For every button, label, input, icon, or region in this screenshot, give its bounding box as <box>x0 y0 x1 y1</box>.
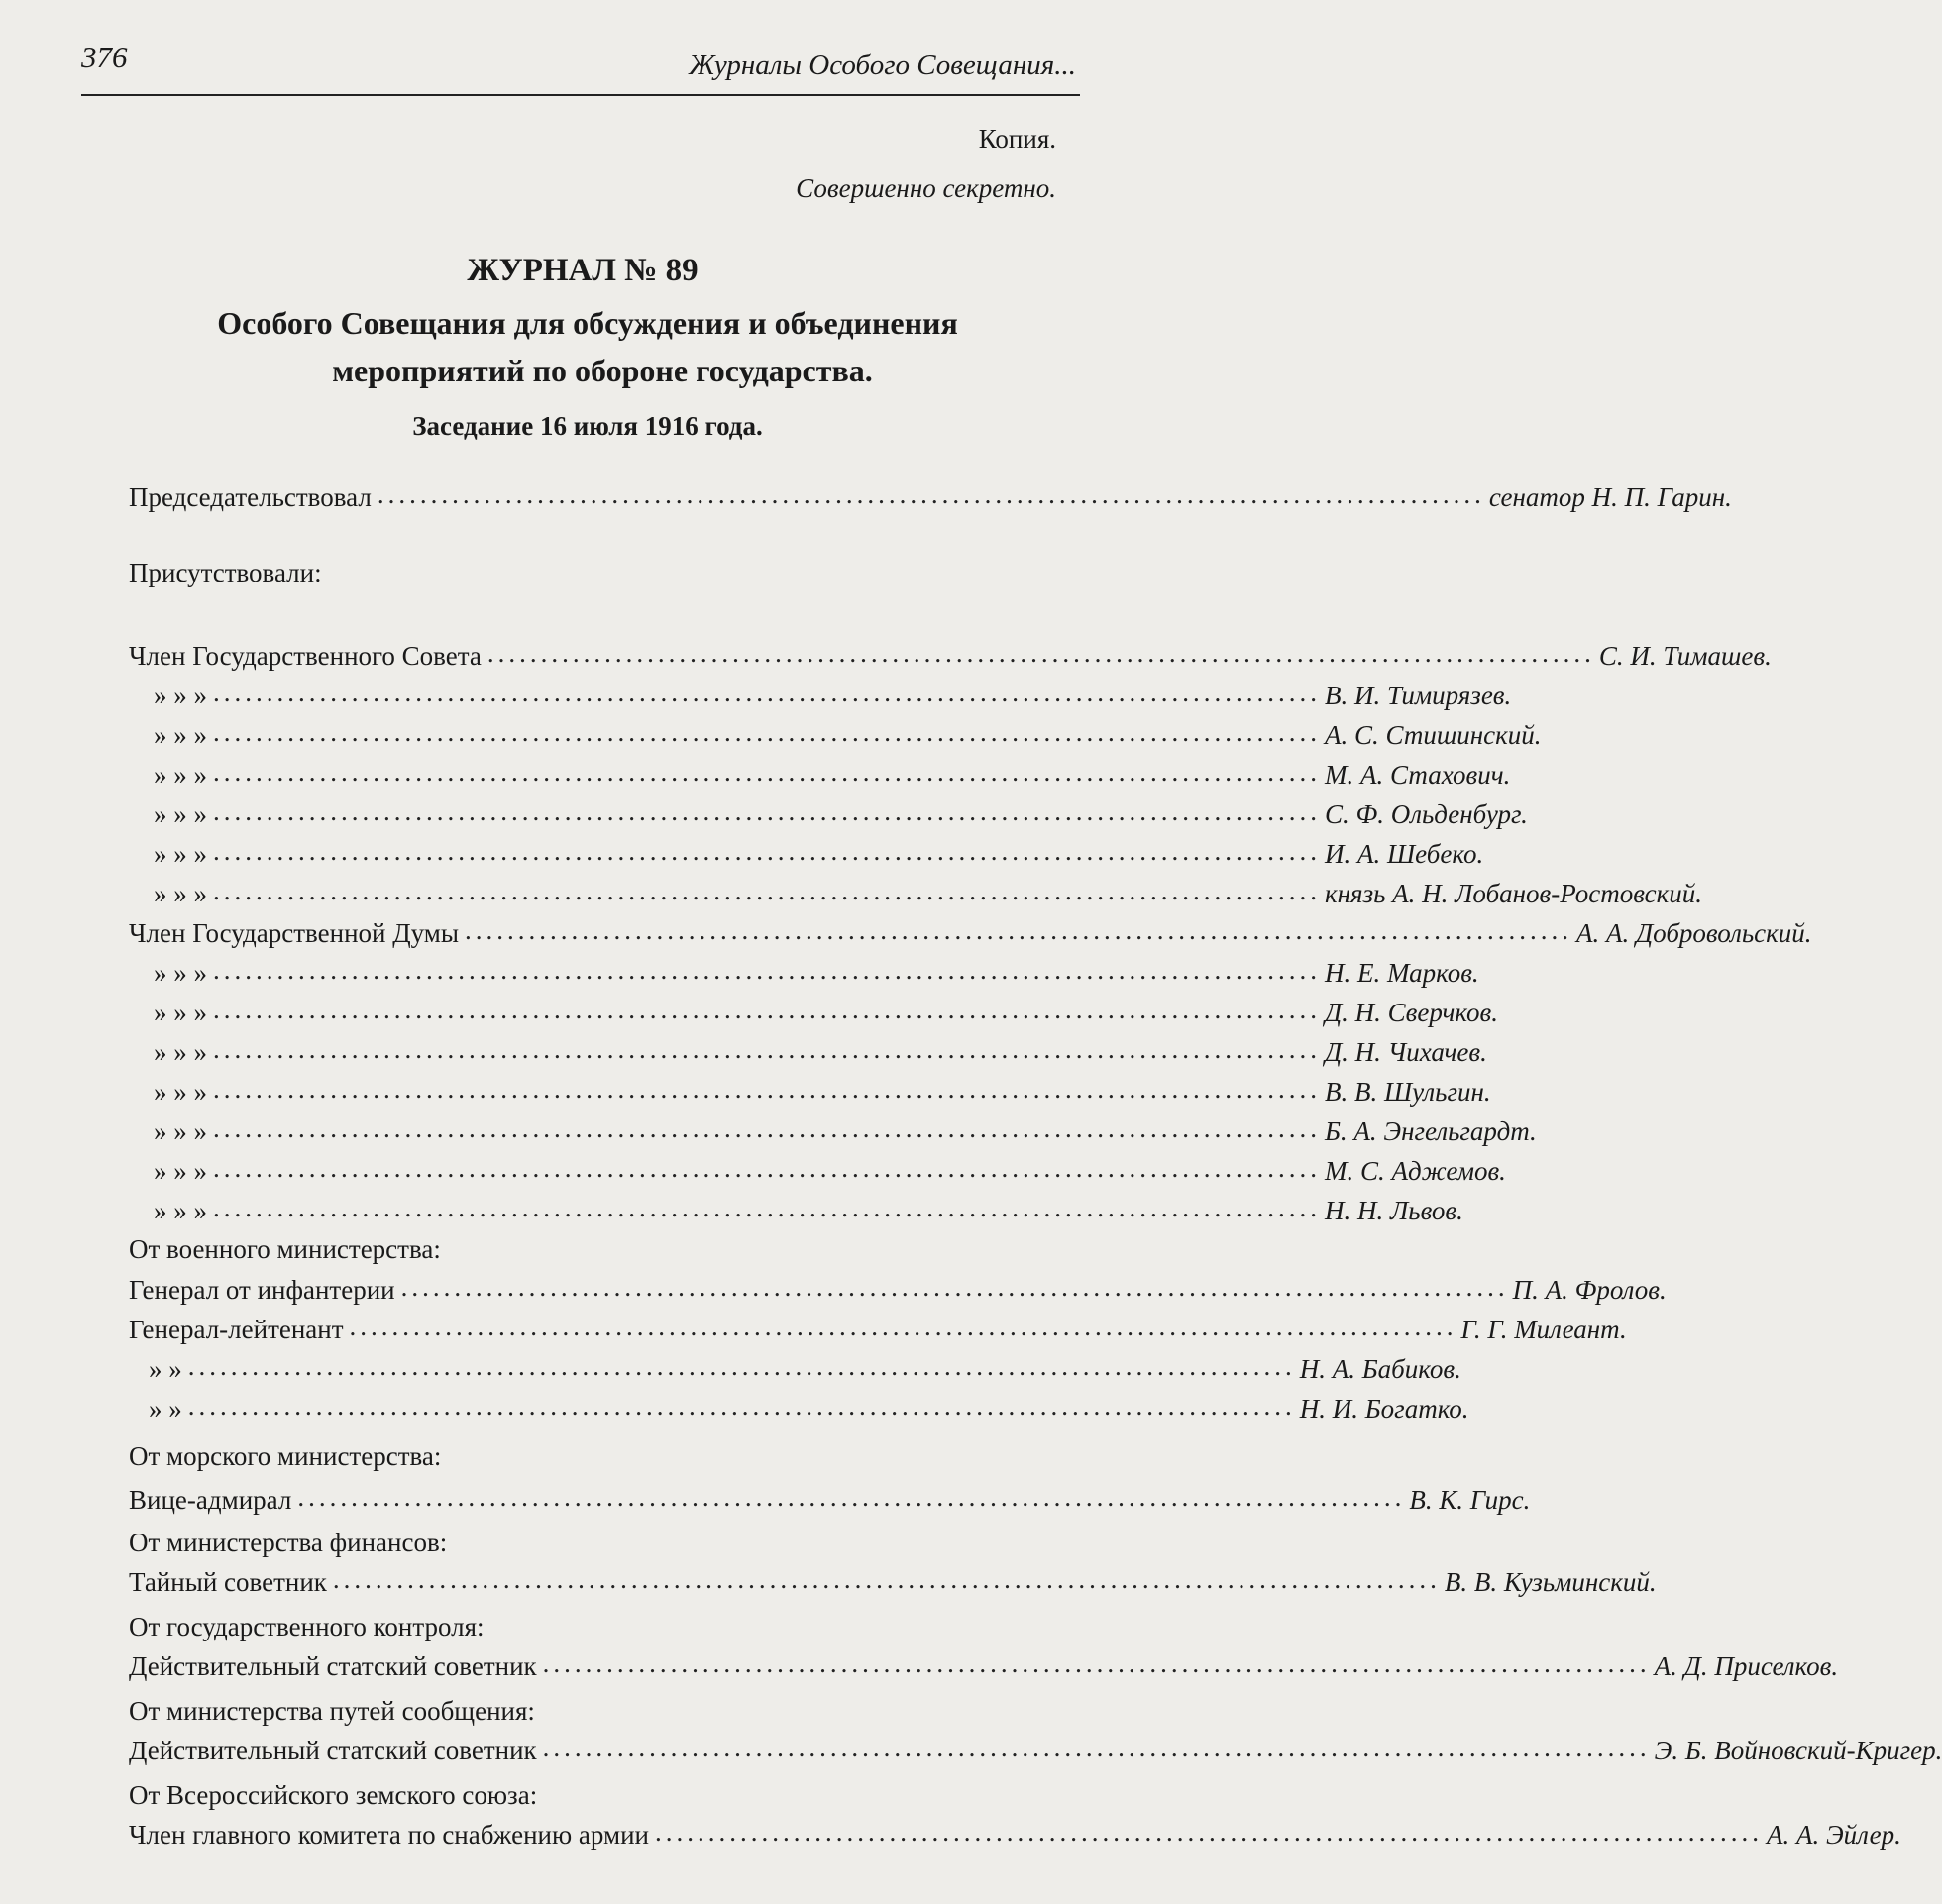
leader-dots: ........................................................................................................ <box>213 876 1321 905</box>
member-name: Б. А. Энгельгардт. <box>1325 1116 1537 1146</box>
member-name: М. С. Аджемов. <box>1325 1156 1506 1186</box>
page-number: 376 <box>81 40 128 74</box>
rank-label: Вице-адмирал <box>129 1485 292 1515</box>
member-name: В. К. Гирс. <box>1409 1485 1531 1515</box>
state-council-row <box>154 791 1528 830</box>
ditto-mark: » » <box>149 1354 182 1384</box>
member-name: А. С. Стишинский. <box>1325 720 1542 750</box>
ditto-mark: » » » <box>154 681 207 710</box>
state-council-row <box>129 632 1772 672</box>
ditto-mark: » » » <box>154 1196 207 1225</box>
leader-dots: ........................................................................................................ <box>377 479 1485 509</box>
member-name: Д. Н. Сверчков. <box>1325 998 1498 1027</box>
leader-dots: ........................................................................................................ <box>187 1391 1296 1421</box>
leader-dots: ........................................................................................................ <box>213 1153 1321 1183</box>
secret-mark: Совершенно секретно. <box>796 173 1056 203</box>
leader-dots: ........................................................................................................ <box>213 1074 1321 1104</box>
member-name: А. А. Добровольский. <box>1576 918 1812 948</box>
state-council-row <box>154 870 1702 909</box>
war-ministry-row <box>129 1306 1627 1345</box>
war-ministry-row <box>149 1385 1469 1425</box>
leader-dots: ........................................................................................................ <box>187 1351 1296 1381</box>
zemstvo-heading: От Всероссийского земского союза: <box>129 1780 538 1810</box>
leader-dots: ........................................................................................................ <box>332 1564 1441 1594</box>
duma-row <box>129 909 1812 949</box>
leader-dots: ........................................................................................................ <box>213 1193 1321 1222</box>
chair-row <box>129 474 1732 513</box>
leader-dots: ........................................................................................................ <box>213 836 1321 866</box>
journal-title-line2: мероприятий по обороне государства. <box>332 353 873 388</box>
duma-label: Член Государственной Думы <box>129 918 460 948</box>
navy-ministry-heading: От морского министерства: <box>129 1441 442 1471</box>
duma-row <box>154 949 1479 989</box>
leader-dots: ........................................................................................................ <box>542 1733 1651 1762</box>
war-ministry-row <box>149 1345 1461 1385</box>
leader-dots: ........................................................................................................ <box>213 757 1321 787</box>
rank-label: Действительный статский советник <box>129 1651 537 1681</box>
duma-row <box>154 1108 1537 1147</box>
member-name: А. А. Эйлер. <box>1766 1820 1901 1850</box>
state-control-row <box>129 1642 1839 1682</box>
leader-dots: ........................................................................................................ <box>213 995 1321 1024</box>
ditto-mark: » » » <box>154 879 207 908</box>
war-ministry-heading: От военного министерства: <box>129 1234 441 1264</box>
navy-ministry-row <box>129 1476 1531 1516</box>
leader-dots: ........................................................................................................ <box>213 955 1321 985</box>
duma-row <box>154 1187 1463 1226</box>
duma-row <box>154 1068 1491 1108</box>
member-name: И. А. Шебеко. <box>1325 839 1484 869</box>
leader-dots: ........................................................................................................ <box>297 1482 1406 1512</box>
member-name: князь А. Н. Лобанов-Ростовский. <box>1325 879 1702 908</box>
journal-number: ЖУРНАЛ № 89 <box>467 253 699 288</box>
ditto-mark: » » » <box>154 998 207 1027</box>
member-name: Д. Н. Чихачев. <box>1325 1037 1487 1067</box>
member-name: М. А. Стахович. <box>1325 760 1511 790</box>
member-name: В. И. Тимирязев. <box>1325 681 1512 710</box>
present-heading: Присутствовали: <box>129 558 322 587</box>
rank-label: Генерал от инфантерии <box>129 1275 395 1305</box>
member-name: П. А. Фролов. <box>1512 1275 1667 1305</box>
duma-row <box>154 1028 1487 1068</box>
member-name: Н. Н. Львов. <box>1325 1196 1463 1225</box>
finance-ministry-row <box>129 1558 1657 1598</box>
ditto-mark: » » » <box>154 799 207 829</box>
rank-label: Член главного комитета по снабжению армии <box>129 1820 649 1850</box>
railways-row <box>129 1727 1942 1766</box>
header-divider <box>81 94 1080 96</box>
chair-label: Председательствовал <box>129 482 372 512</box>
duma-row <box>154 1147 1506 1187</box>
member-name: В. В. Шульгин. <box>1325 1077 1491 1107</box>
leader-dots: ........................................................................................................ <box>213 717 1321 747</box>
finance-ministry-heading: От министерства финансов: <box>129 1528 448 1557</box>
journal-title-line1: Особого Совещания для обсуждения и объединения <box>217 305 958 341</box>
leader-dots: ........................................................................................................ <box>465 915 1573 945</box>
member-name: С. И. Тимашев. <box>1598 641 1772 671</box>
member-name: А. Д. Приселков. <box>1654 1651 1839 1681</box>
leader-dots: ........................................................................................................ <box>486 638 1595 668</box>
leader-dots: ........................................................................................................ <box>213 1034 1321 1064</box>
member-name: Э. Б. Войновский-Кригер. <box>1654 1736 1942 1765</box>
state-council-row <box>154 711 1542 751</box>
leader-dots: ........................................................................................................ <box>654 1817 1763 1847</box>
ditto-mark: » » <box>149 1394 182 1424</box>
leader-dots: ........................................................................................................ <box>400 1272 1509 1302</box>
ditto-mark: » » » <box>154 1116 207 1146</box>
ditto-mark: » » » <box>154 720 207 750</box>
session-date: Заседание 16 июля 1916 года. <box>412 411 763 441</box>
rank-label: Действительный статский советник <box>129 1736 537 1765</box>
railways-heading: От министерства путей сообщения: <box>129 1696 535 1726</box>
ditto-mark: » » » <box>154 1077 207 1107</box>
duma-row <box>154 989 1498 1028</box>
leader-dots: ........................................................................................................ <box>349 1312 1457 1341</box>
ditto-mark: » » » <box>154 760 207 790</box>
member-name: Н. Е. Марков. <box>1325 958 1479 988</box>
state-council-label: Член Государственного Совета <box>129 641 482 671</box>
member-name: Н. А. Бабиков. <box>1299 1354 1461 1384</box>
leader-dots: ........................................................................................................ <box>213 678 1321 707</box>
ditto-mark: » » » <box>154 1156 207 1186</box>
state-control-heading: От государственного контроля: <box>129 1612 485 1641</box>
member-name: Н. И. Богатко. <box>1299 1394 1469 1424</box>
member-name: В. В. Кузьминский. <box>1444 1567 1657 1597</box>
state-council-row <box>154 830 1484 870</box>
rank-label: Генерал-лейтенант <box>129 1315 344 1344</box>
member-name: С. Ф. Ольденбург. <box>1325 799 1528 829</box>
chair-name: сенатор Н. П. Гарин. <box>1488 482 1732 512</box>
ditto-mark: » » » <box>154 839 207 869</box>
rank-label: Тайный советник <box>129 1567 327 1597</box>
war-ministry-row <box>129 1266 1667 1306</box>
state-council-row <box>154 751 1511 791</box>
zemstvo-row <box>129 1811 1901 1851</box>
leader-dots: ........................................................................................................ <box>213 1113 1321 1143</box>
leader-dots: ........................................................................................................ <box>213 796 1321 826</box>
running-title: Журналы Особого Совещания... <box>689 50 1076 81</box>
ditto-mark: » » » <box>154 1037 207 1067</box>
state-council-row <box>154 672 1512 711</box>
leader-dots: ........................................................................................................ <box>542 1648 1651 1678</box>
copy-mark: Копия. <box>978 124 1056 154</box>
ditto-mark: » » » <box>154 958 207 988</box>
member-name: Г. Г. Милеант. <box>1460 1315 1627 1344</box>
